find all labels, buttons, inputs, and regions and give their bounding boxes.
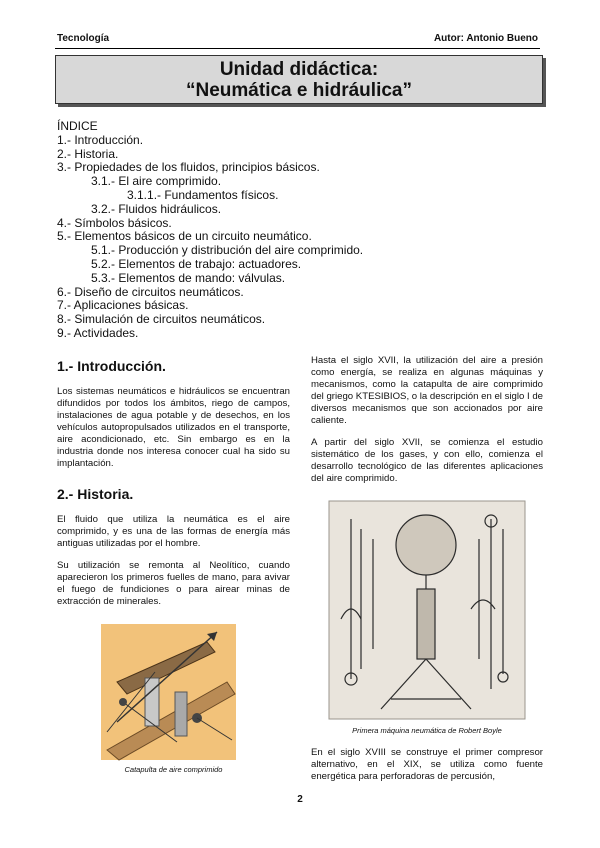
toc-item: 4.- Símbolos básicos. bbox=[57, 215, 172, 230]
boyle-caption: Primera máquina neumática de Robert Boyle bbox=[352, 726, 502, 735]
table-of-contents bbox=[57, 120, 363, 341]
toc-item: 3.2.- Fluidos hidráulicos. bbox=[91, 201, 222, 216]
toc-item: 2.- Historia. bbox=[57, 146, 119, 161]
right-paragraph-3: En el siglo XVIII se construye el primer compresor alternativo, en el XIX, se utiliza como fuente energética para perforadoras de percusión, bbox=[311, 747, 543, 782]
header-subject: Tecnología bbox=[57, 33, 110, 44]
history-paragraph-2: Su utilización se remonta al Neolítico, cuando aparecieron los primeros fuelles de mano, para avivar el fuego de fundiciones o para airear minas de extracción de minerales. bbox=[57, 560, 290, 607]
right-paragraph-1: Hasta el siglo XVII, la utilización del aire a presión como energía, se realiza en algunas máquinas y mecanismos, como la catapulta de aire comprimido del griego KTESIBIOS, o la descripción en el siglo I de diversos mecanismos que son accionados por aire caliente. bbox=[311, 355, 543, 426]
toc-item: 3.- Propiedades de los fluidos, principios básicos. bbox=[57, 160, 320, 175]
boyle-engraving bbox=[311, 499, 543, 721]
title-box bbox=[55, 55, 543, 104]
history-heading: 2.- Historia. bbox=[57, 486, 134, 502]
toc-item: 7.- Aplicaciones básicas. bbox=[57, 298, 189, 313]
toc-item: 5.- Elementos básicos de un circuito neumático. bbox=[57, 229, 312, 244]
history-paragraph-1: El fluido que utiliza la neumática es el aire comprimido, y es una de las formas de energía más antiguas utilizadas por el hombre. bbox=[57, 514, 290, 549]
right-column bbox=[311, 355, 543, 793]
right-paragraph-2: A partir del siglo XVII, se comienza el estudio sistemático de los gases, y con ello, comienza el desarrollo tecnológico de las diferentes aplicaciones del aire comprimido. bbox=[311, 437, 543, 484]
boyle-figure bbox=[311, 499, 543, 735]
intro-heading: 1.- Introducción. bbox=[57, 358, 166, 374]
toc-item: 3.1.1.- Fundamentos físicos. bbox=[127, 187, 279, 202]
catapult-illustration bbox=[57, 622, 290, 772]
left-column bbox=[57, 358, 290, 772]
toc-item: 8.- Simulación de circuitos neumáticos. bbox=[57, 312, 266, 327]
toc-item: 6.- Diseño de circuitos neumáticos. bbox=[57, 284, 244, 299]
toc-item: 5.2.- Elementos de trabajo: actuadores. bbox=[91, 256, 302, 271]
toc-item: 3.1.- El aire comprimido. bbox=[91, 174, 222, 189]
toc-item: 5.1.- Producción y distribución del aire comprimido. bbox=[91, 243, 364, 258]
toc-item: 9.- Actividades. bbox=[57, 325, 139, 340]
header-rule bbox=[55, 48, 540, 49]
header-author: Autor: Antonio Bueno bbox=[433, 33, 538, 44]
intro-paragraph: Los sistemas neumáticos e hidráulicos se encuentran difundidos por todos los ámbitos, riego de campos, instalaciones de agua potable y de desechos, en los vehículos autopropulsados utilizados en el transporte, aire acondicionado, etc. Sin embargo es en la industria donde nos interesa conocer cual ha sido su implantación. bbox=[57, 386, 290, 469]
page-number: 2 bbox=[297, 794, 303, 805]
title-line-2: “Neumática e hidráulica” bbox=[186, 80, 412, 101]
catapult-caption: Catapulta de aire comprimido bbox=[124, 765, 223, 774]
toc-item: 1.- Introducción. bbox=[57, 132, 144, 147]
catapult-figure bbox=[57, 622, 290, 772]
toc-item: 5.3.- Elementos de mando: válvulas. bbox=[91, 270, 286, 285]
toc-heading: ÍNDICE bbox=[57, 119, 98, 133]
title-line-1: Unidad didáctica: bbox=[219, 59, 379, 80]
